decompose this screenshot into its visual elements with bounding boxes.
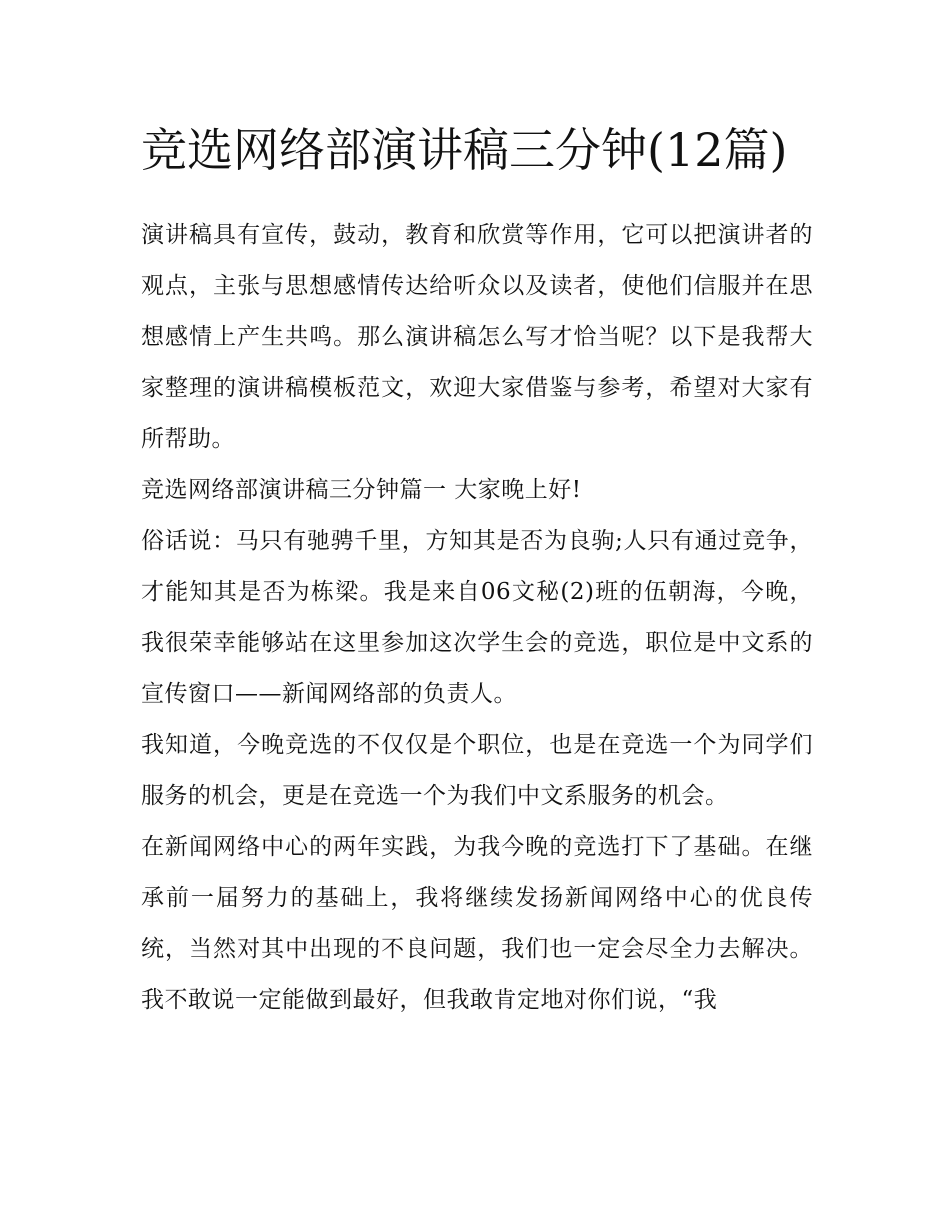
intro-paragraph: 演讲稿具有宣传，鼓动，教育和欣赏等作用，它可以把演讲者的观点，主张与思想感情传达给听众以及读者，使他们信服并在思想感情上产生共鸣。那么演讲稿怎么写才恰当呢？以下是我帮大家整理的演讲稿模板范文，欢迎大家借鉴与参考，希望对大家有所帮助。 xyxy=(141,222,813,452)
body-paragraph: 我知道，今晚竞选的不仅仅是个职位，也是在竞选一个为同学们服务的机会，更是在竞选一个为我们中文系服务的机会。 xyxy=(141,732,813,809)
document-title: 竞选网络部演讲稿三分钟(12篇) xyxy=(141,123,788,177)
section-heading-paragraph: 竞选网络部演讲稿三分钟篇一 大家晚上好! xyxy=(141,477,582,503)
body-paragraph: 俗话说：马只有驰骋千里，方知其是否为良驹;人只有通过竞争，才能知其是否为栋梁。我是来自06文秘(2)班的伍朝海，今晚，我很荣幸能够站在这里参加这次学生会的竞选，职位是中文系的宣传窗口——新闻网络部的负责人。 xyxy=(141,528,813,707)
body-paragraph: 在新闻网络中心的两年实践，为我今晚的竞选打下了基础。在继承前一届努力的基础上，我将继续发扬新闻网络中心的优良传统，当然对其中出现的不良问题，我们也一定会尽全力去解决。我不敢说一定能做到最好，但我敢肯定地对你们说，“我 xyxy=(141,834,813,1013)
document-body xyxy=(141,112,813,1026)
